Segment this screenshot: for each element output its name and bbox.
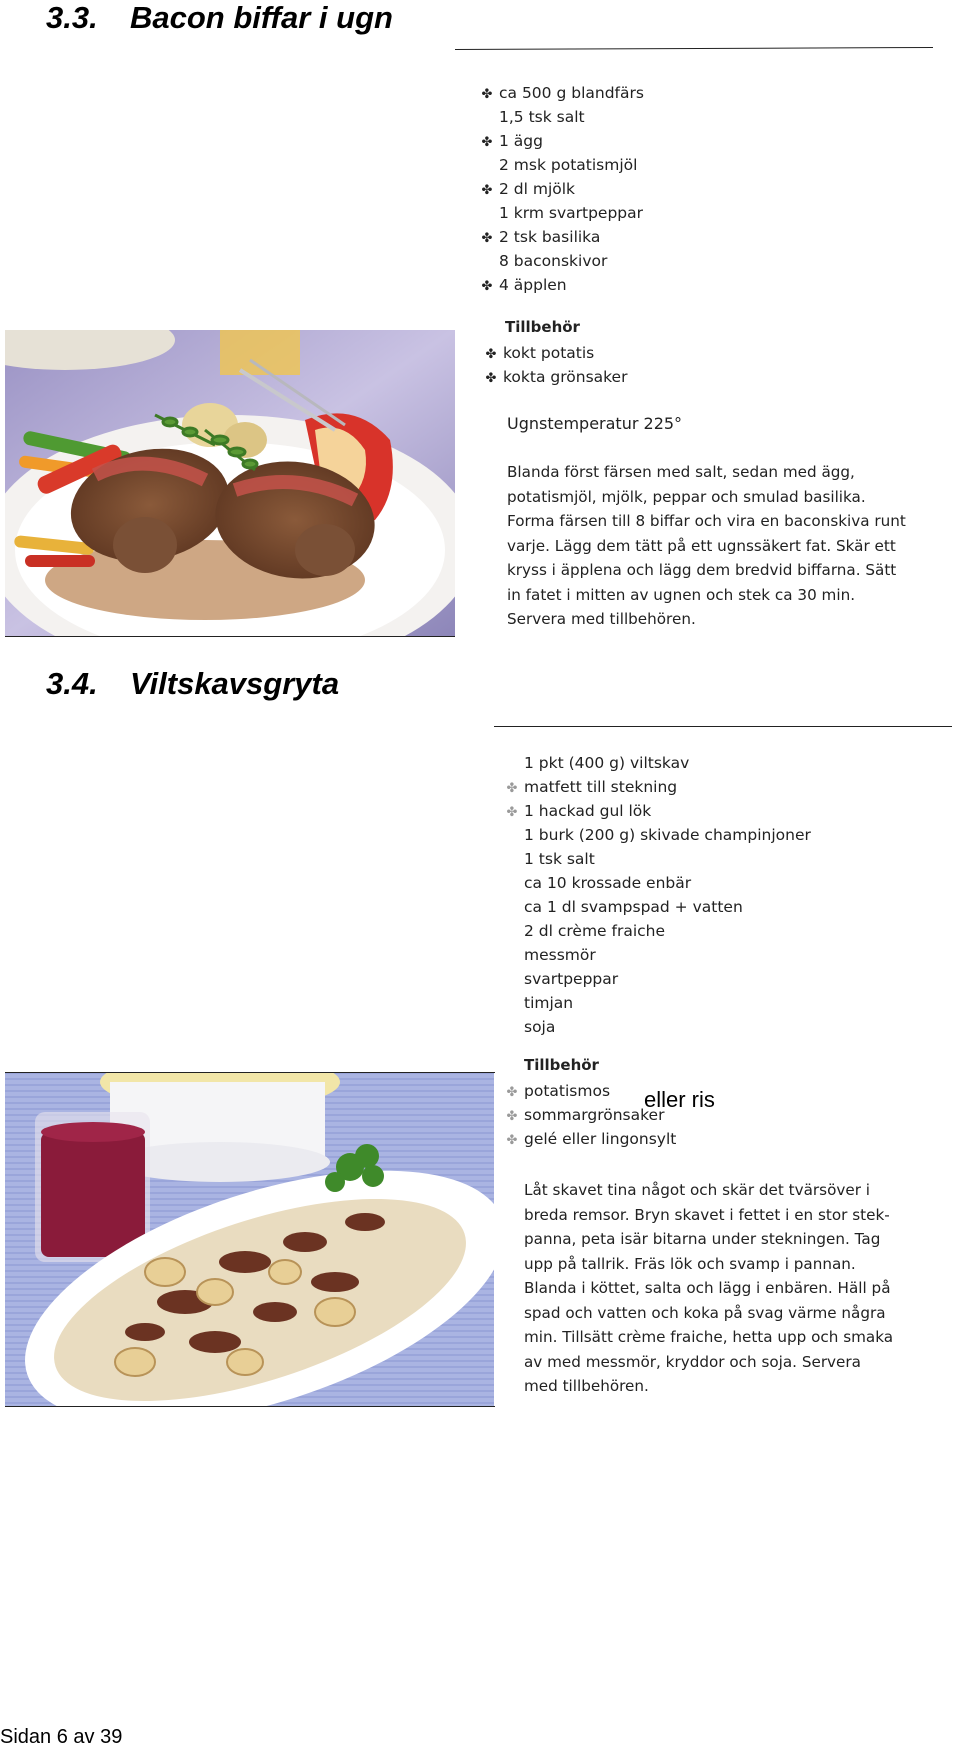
ingredient-item: messmör	[524, 946, 596, 964]
venison-stew-photo	[5, 1072, 495, 1407]
accessory-item: ✤ kokt potatis	[479, 344, 594, 362]
top-rule	[455, 47, 933, 50]
photo-bottom-rule	[5, 636, 455, 637]
accessory-item: ✤ potatismos	[500, 1082, 610, 1100]
ingredient-item: ✤ ca 500 g blandfärs	[475, 84, 644, 102]
ingredient-item: ✤ 2 dl mjölk	[475, 180, 575, 198]
herb-sprig-icon: ✤	[506, 1085, 518, 1100]
ingredient-item: 1,5 tsk salt	[499, 108, 585, 126]
method-text: Låt skavet tina något och skär det tvärsöver i breda remsor. Bryn skavet i fettet i en stor stek- panna, peta isär bitarna under stekningen. Tag upp på tallrik. Fräs lök och svamp i pannan. Blanda i köttet, salta och lägg i enbären. Häll på spad och vatten och koka på svag värme några min. Tillsätt crème fraiche, hetta upp och smaka av med messmör, kryddor och soja. Servera med tillbehören.	[524, 1181, 894, 1395]
recipe-card-3-4	[494, 730, 954, 1406]
ingredient-item: ✤ matfett till stekning	[500, 778, 677, 796]
recipe-number: 3.3.	[46, 0, 98, 35]
photo-top-rule	[5, 1072, 495, 1073]
ingredient-item: 8 baconskivor	[499, 252, 608, 270]
herb-sprig-icon: ✤	[506, 781, 518, 796]
ingredient-item: 1 tsk salt	[524, 850, 595, 868]
herb-sprig-icon: ✤	[485, 371, 497, 386]
recipe-number: 3.4.	[46, 666, 98, 701]
ingredient-item: timjan	[524, 994, 574, 1012]
recipe-title: Viltskavsgryta	[130, 666, 340, 701]
recipe-card-3-3	[455, 52, 935, 637]
ingredient-item: soja	[524, 1018, 556, 1036]
bacon-patties-photo	[5, 330, 455, 636]
ingredient-item: ca 10 krossade enbär	[524, 874, 692, 892]
ingredient-item: ✤ 2 tsk basilika	[475, 228, 600, 246]
herb-sprig-icon: ✤	[506, 1109, 518, 1124]
recipe-heading-3-3	[46, 0, 393, 36]
accessories-heading: Tillbehör	[505, 318, 580, 336]
herb-sprig-icon: ✤	[481, 279, 493, 294]
ingredient-item: svartpeppar	[524, 970, 619, 988]
ingredient-item: ✤ 4 äpplen	[475, 276, 567, 294]
herb-sprig-icon: ✤	[481, 231, 493, 246]
ingredient-item: 2 dl crème fraiche	[524, 922, 666, 940]
recipe-title: Bacon biffar i ugn	[130, 0, 393, 35]
herb-sprig-icon: ✤	[506, 1133, 518, 1148]
ingredient-item: 1 pkt (400 g) viltskav	[524, 754, 690, 772]
ingredient-item: 2 msk potatismjöl	[499, 156, 638, 174]
accessory-item: ✤ sommargrönsaker	[500, 1106, 664, 1124]
ingredient-item: ca 1 dl svampspad + vatten	[524, 898, 743, 916]
herb-sprig-icon: ✤	[485, 347, 497, 362]
accessory-item: ✤ kokta grönsaker	[479, 368, 627, 386]
herb-sprig-icon: ✤	[481, 183, 493, 198]
herb-sprig-icon: ✤	[481, 87, 493, 102]
recipe-heading-3-4	[46, 666, 339, 702]
accessories-heading: Tillbehör	[524, 1056, 599, 1074]
herb-sprig-icon: ✤	[506, 805, 518, 820]
herb-sprig-icon: ✤	[481, 135, 493, 150]
oven-temperature: Ugnstemperatur 225°	[507, 414, 683, 433]
accessory-item: ✤ gelé eller lingonsylt	[500, 1130, 676, 1148]
overlay-note: eller ris	[644, 1087, 715, 1112]
ingredient-item: 1 krm svartpeppar	[499, 204, 644, 222]
ingredient-item: ✤ 1 ägg	[475, 132, 543, 150]
page-footer: Sidan 6 av 39	[0, 1726, 123, 1748]
method-text: Blanda först färsen med salt, sedan med ägg, potatismjöl, mjölk, peppar och smulad basilika. Forma färsen till 8 biffar och vira en baconskiva runt varje. Lägg dem tätt på ett ugnssäkert fat. Skär ett kryss i äpplena och lägg dem bredvid biffarna. Sätt in fatet i mitten av ugnen och stek ca 30 min. Servera med tillbehören.	[507, 463, 906, 628]
photo-bottom-rule	[5, 1406, 495, 1407]
ingredient-item: 1 burk (200 g) skivade champinjoner	[524, 826, 811, 844]
top-rule	[494, 726, 952, 727]
ingredient-item: ✤ 1 hackad gul lök	[500, 802, 651, 820]
